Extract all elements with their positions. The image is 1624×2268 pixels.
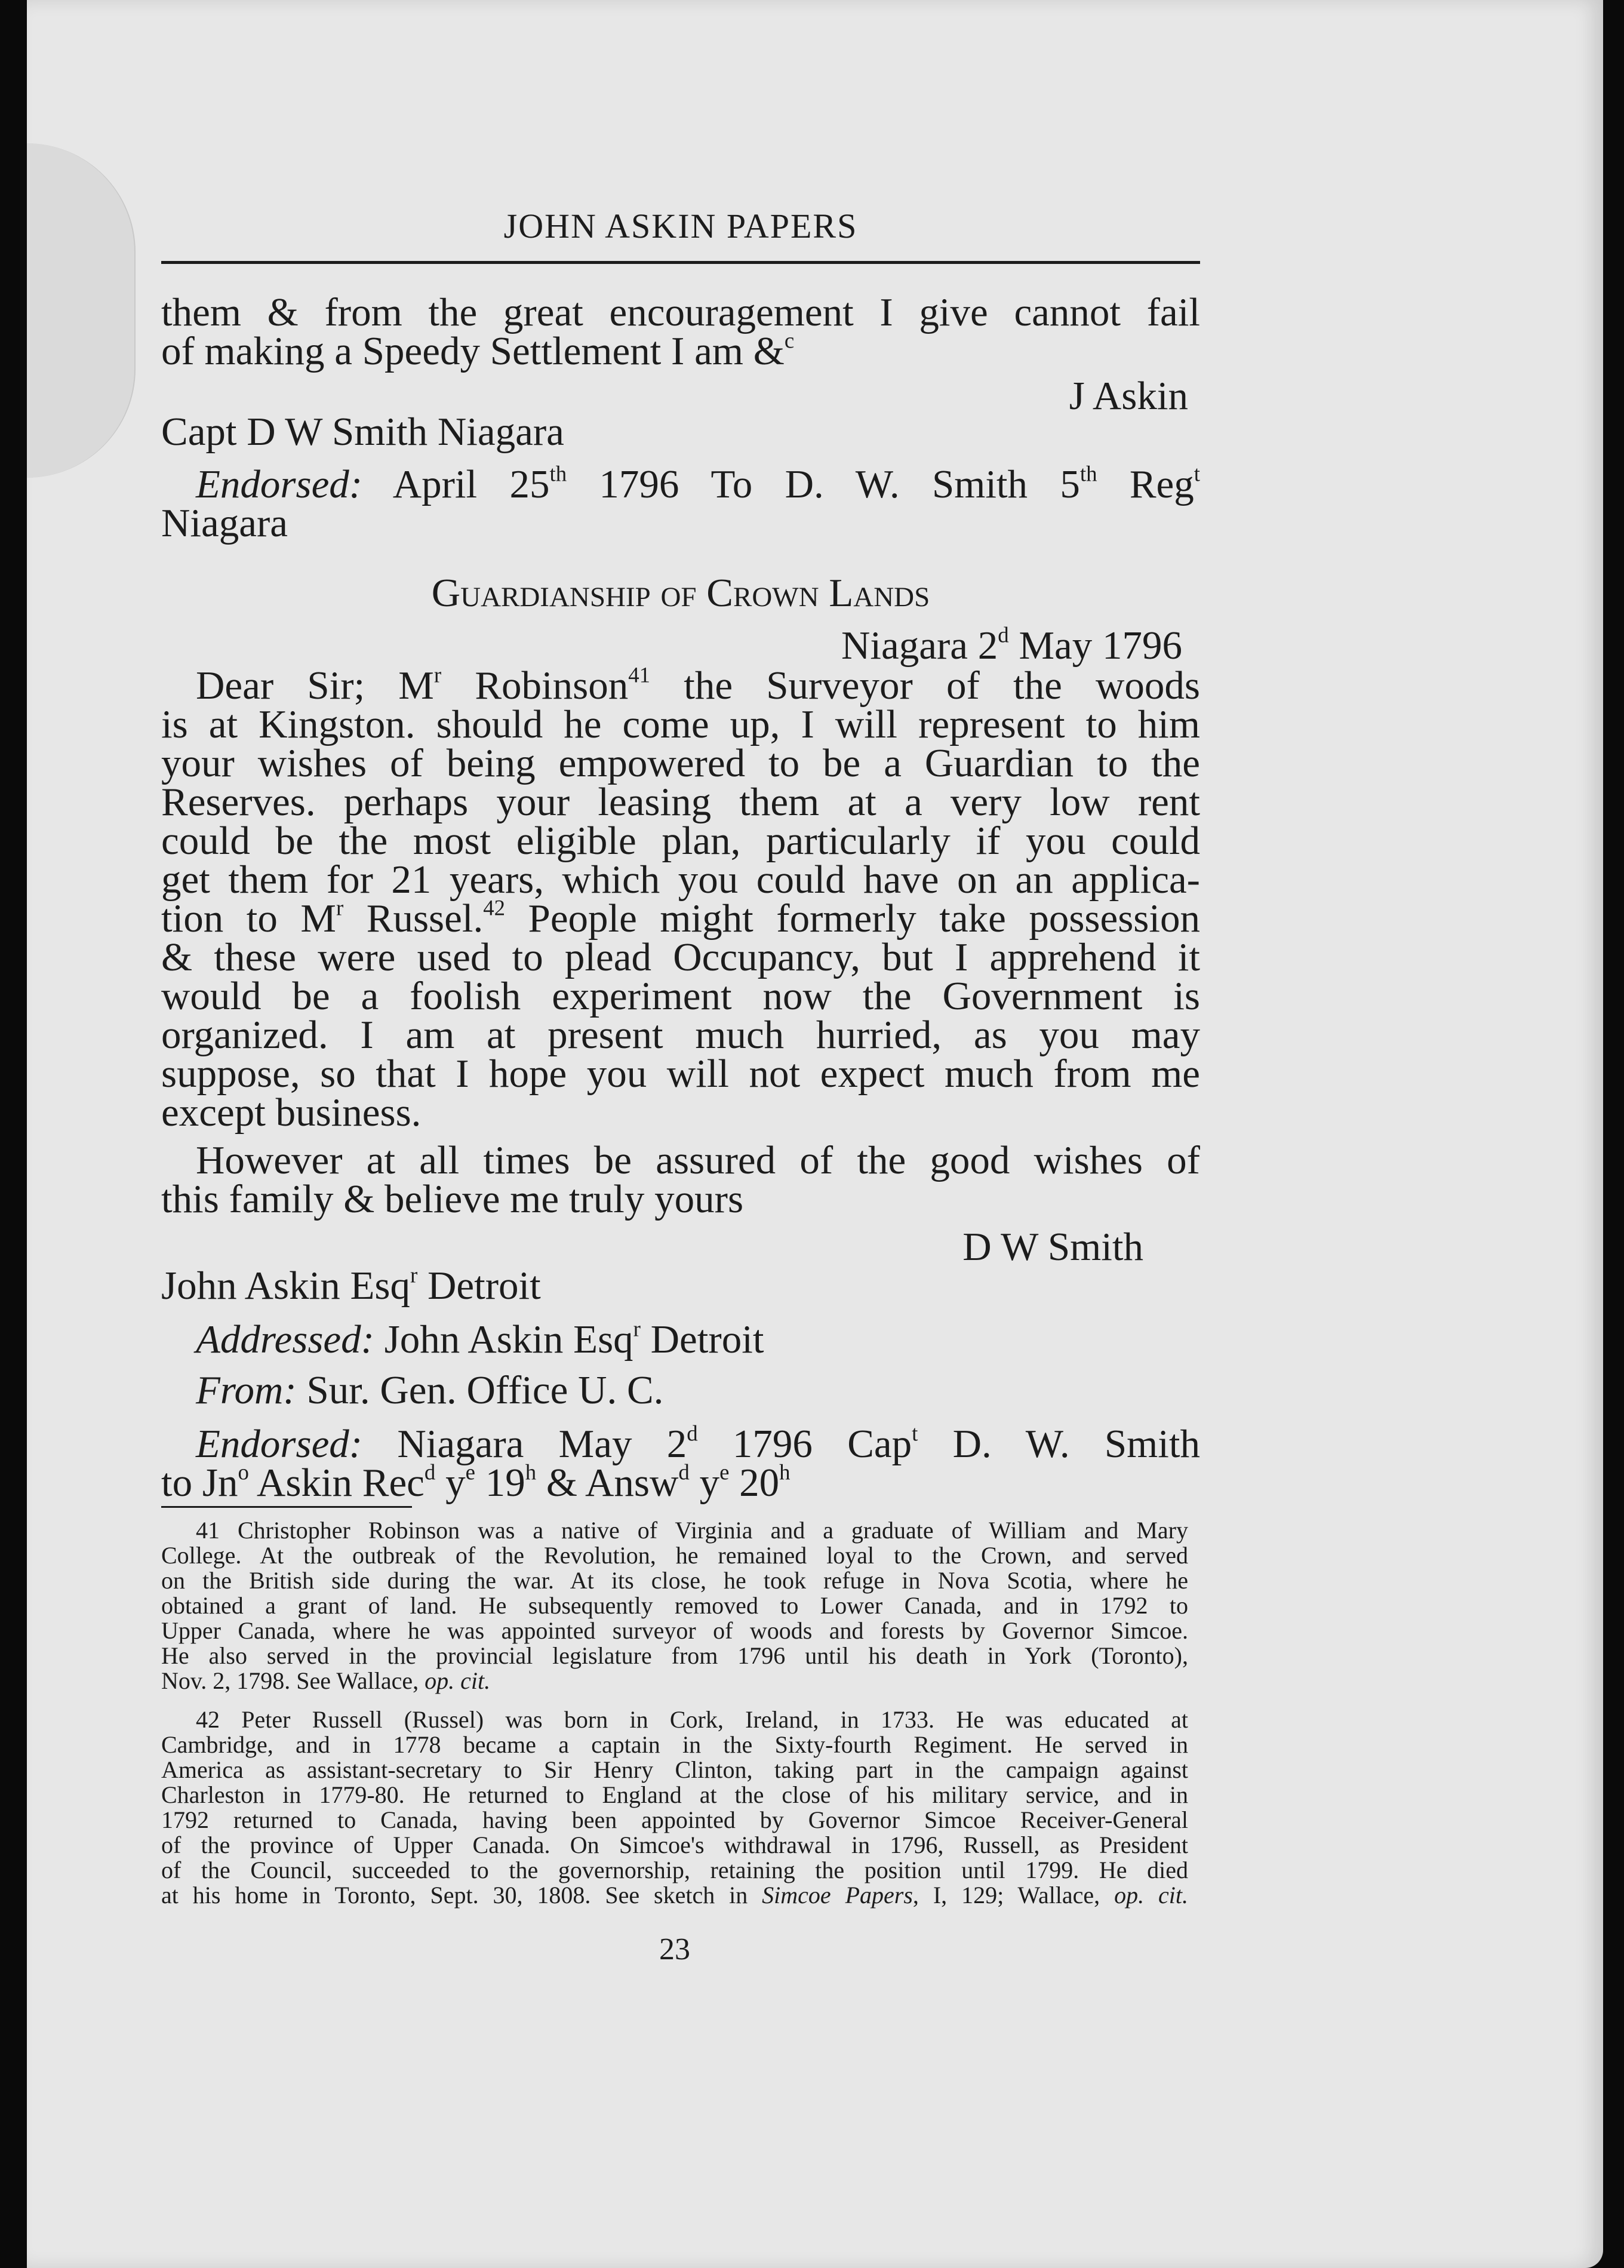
body-line: Reserves. perhaps your leasing them at a very low rent: [161, 780, 1200, 824]
body-line: is at Kingston. should he come up, I will represent to him: [161, 702, 1200, 746]
endorsement: Endorsed: April 25th 1796 To D. W. Smith 5th Reg$^t$: [196, 461, 1200, 506]
footnote-line: Nov. 2, 1798. See Wallace, op. cit.: [161, 1667, 491, 1694]
body-line: Dear Sir; $M^r$ Robinson$^{41}$ the Surveyor of the woods: [196, 662, 1200, 708]
footnote-line: 41 Christopher Robinson was a native of Virginia and a graduate of William and Mary: [196, 1517, 1188, 1544]
footnote-line: on the British side during the war. At its close, he took refuge in Nova Scotia, where he: [161, 1567, 1188, 1594]
footnote-line: of the Council, succeeded to the governorship, retaining the position until 1799. He died: [161, 1857, 1188, 1883]
footnote-line: 1792 returned to Canada, having been appointed by Governor Simcoe Receiver-General: [161, 1806, 1188, 1833]
body-line: your wishes of being empowered to be a Guardian to the: [161, 741, 1200, 785]
body-line: of making a Speedy Settlement I am &$^c$: [161, 328, 795, 373]
recipient-line: John Askin Esq$^r$ Detroit: [161, 1262, 541, 1308]
footnote-line: College. At the outbreak of the Revolution, he remained loyal to the Crown, and served: [161, 1542, 1188, 1569]
footnote-line: Cambridge, and in 1778 became a captain in the Sixty-fourth Regiment. He served in: [161, 1731, 1188, 1758]
body-line: except business.: [161, 1090, 422, 1135]
page-number: 23: [659, 1932, 690, 1966]
body-line: suppose, so that I hope you will not expect much from me: [161, 1052, 1200, 1096]
body-line: However at all times be assured of the good wishes of: [196, 1138, 1200, 1182]
endorsement-line: to Jn$^o$ Askin Rec$^d$ $y^e$ 19$^h$ & Answ$^d$ $y^e$ 20$^h$: [161, 1459, 791, 1505]
body-line: Niagara: [161, 501, 288, 545]
signature: J Askin: [1069, 374, 1188, 418]
body-line: get them for 21 years, which you could have on an applica-: [161, 858, 1200, 902]
addressed-line: Addressed: John Askin Esq$^r$ Detroit: [196, 1316, 764, 1362]
from-line: From: Sur. Gen. Office U. C.: [196, 1368, 664, 1412]
running-head: JOHN ASKIN PAPERS: [503, 207, 858, 245]
body-line: them & from the great encouragement I give cannot fail: [161, 290, 1200, 334]
footnote-line: 42 Peter Russell (Russel) was born in Cork, Ireland, in 1733. He was educated at: [196, 1706, 1188, 1733]
footnote-line: of the province of Upper Canada. On Simcoe's withdrawal in 1796, Russell, as President: [161, 1831, 1188, 1858]
body-line: tion to $M^r$ Russel.$^{42}$ People might formerly take possession: [161, 895, 1200, 941]
footnote-line: Upper Canada, where he was appointed surveyor of woods and forests by Governor Simcoe.: [161, 1617, 1188, 1644]
footnote-line: obtained a grant of land. He subsequently removed to Lower Canada, and in 1792 to: [161, 1592, 1188, 1619]
recipient-line: Capt D W Smith Niagara: [161, 410, 564, 454]
header-rule: [161, 261, 1200, 264]
signature: D W Smith: [962, 1225, 1143, 1269]
footnote-line: He also served in the provincial legislature from 1796 until his death in York (Toronto),: [161, 1642, 1188, 1669]
footnote-rule: [161, 1506, 412, 1508]
section-title: Guardianship of Crown Lands: [431, 571, 930, 615]
body-line: this family & believe me truly yours: [161, 1177, 744, 1221]
footnote-line: America as assistant-secretary to Sir Henry Clinton, taking part in the campaign against: [161, 1756, 1188, 1783]
footnote-line: at his home in Toronto, Sept. 30, 1808. See sketch in Simcoe Papers, I, 129; Wallace, op. cit.: [161, 1882, 1189, 1909]
body-line: could be the most eligible plan, particularly if you could: [161, 819, 1200, 863]
dateline: Niagara 2$^d$ May 1796: [841, 622, 1182, 668]
body-line: would be a foolish experiment now the Government is: [161, 974, 1200, 1018]
footnote-line: Charleston in 1779-80. He returned to England at the close of his military service, and in: [161, 1781, 1188, 1808]
endorsement: Endorsed: Niagara May 2$^d$ 1796 Cap$^t$ D. W. Smith: [196, 1421, 1201, 1466]
body-line: & these were used to plead Occupancy, but I apprehend it: [161, 935, 1200, 979]
body-line: organized. I am at present much hurried, as you may: [161, 1013, 1200, 1057]
